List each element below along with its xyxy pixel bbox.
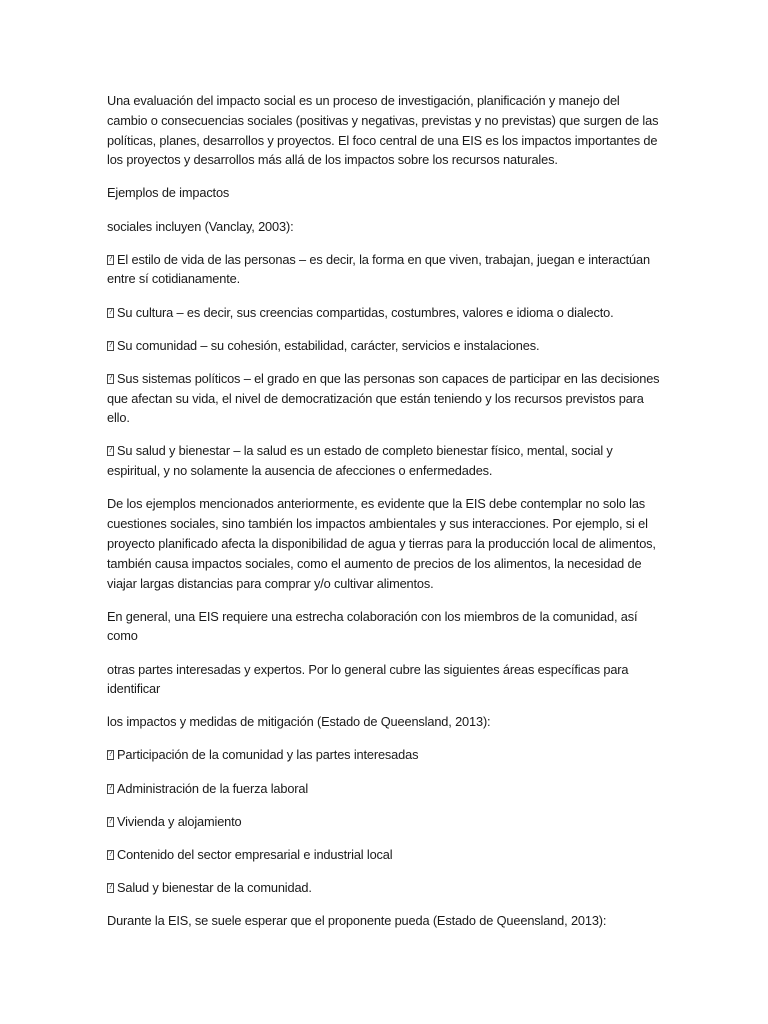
paragraph-text: En general, una EIS requiere una estrecha colaboración con los miembros de la comunidad, así como (107, 608, 638, 644)
missing-glyph-bullet-icon (107, 341, 114, 351)
paragraph-text: sociales incluyen (Vanclay, 2003): (107, 218, 294, 234)
bullet-item (107, 812, 663, 832)
bullet-text: Contenido del sector empresarial e industrial local (117, 846, 393, 862)
missing-glyph-bullet-icon (107, 883, 114, 893)
paragraph (107, 217, 663, 237)
bullet-item (107, 250, 663, 290)
bullet-text: Su salud y bienestar – la salud es un estado de completo bienestar físico, mental, social y espiritual, y no solamente la ausencia de afecciones o enfermedades. (107, 443, 613, 479)
paragraph (107, 712, 663, 732)
paragraph (107, 607, 663, 647)
missing-glyph-bullet-icon (107, 750, 114, 760)
paragraph (107, 911, 663, 931)
paragraph-text: los impactos y medidas de mitigación (Estado de Queensland, 2013): (107, 714, 491, 730)
missing-glyph-bullet-icon (107, 308, 114, 318)
missing-glyph-bullet-icon (107, 446, 114, 456)
missing-glyph-bullet-icon (107, 255, 114, 265)
bullet-item (107, 336, 663, 356)
missing-glyph-bullet-icon (107, 817, 114, 827)
bullet-item (107, 303, 663, 323)
missing-glyph-bullet-icon (107, 850, 114, 860)
bullet-text: Participación de la comunidad y las partes interesadas (117, 747, 419, 763)
paragraph-text: Una evaluación del impacto social es un proceso de investigación, planificación y manejo del cambio o consecuencias sociales (positivas y negativas, previstas y no previstas) que surgen de las políticas, planes, desarrollos y proyectos. El foco central de una EIS es los impactos importantes de los proyectos y desarrollos más allá de los impactos sobre los recursos naturales. (107, 93, 659, 168)
missing-glyph-bullet-icon (107, 374, 114, 384)
paragraph (107, 183, 663, 203)
paragraph-text: Durante la EIS, se suele esperar que el proponente pueda (Estado de Queensland, 2013): (107, 912, 607, 928)
bullet-text: Administración de la fuerza laboral (117, 780, 309, 796)
paragraph (107, 91, 663, 170)
bullet-text: El estilo de vida de las personas – es decir, la forma en que viven, trabajan, juegan e interactúan entre sí cotidianamente. (107, 251, 650, 287)
missing-glyph-bullet-icon (107, 784, 114, 794)
paragraph-text: otras partes interesadas y expertos. Por lo general cubre las siguientes áreas específicas para identificar (107, 661, 629, 697)
bullet-text: Su comunidad – su cohesión, estabilidad, carácter, servicios e instalaciones. (117, 337, 540, 353)
bullet-item (107, 441, 663, 481)
bullet-item (107, 845, 663, 865)
bullet-text: Sus sistemas políticos – el grado en que las personas son capaces de participar en las decisiones que afectan su vida, el nivel de democratización que están teniendo y los recursos previstos para ello. (107, 370, 660, 426)
document-body (107, 91, 663, 944)
bullet-text: Salud y bienestar de la comunidad. (117, 879, 312, 895)
paragraph-text: Ejemplos de impactos (107, 185, 230, 201)
bullet-text: Vivienda y alojamiento (117, 813, 242, 829)
paragraph (107, 494, 663, 593)
bullet-item (107, 779, 663, 799)
paragraph-text: De los ejemplos mencionados anteriormente, es evidente que la EIS debe contemplar no solo las cuestiones sociales, sino también los impactos ambientales y sus interacciones. Por ejemplo, si el proyecto planificado afecta la disponibilidad de agua y tierras para la producción local de alimentos, también causa impactos sociales, como el aumento de precios de los alimentos, la necesidad de viajar largas distancias para comprar y/o cultivar alimentos. (107, 496, 656, 591)
paragraph (107, 660, 663, 700)
bullet-item (107, 369, 663, 428)
bullet-item (107, 878, 663, 898)
bullet-text: Su cultura – es decir, sus creencias compartidas, costumbres, valores e idioma o dialecto. (117, 304, 614, 320)
bullet-item (107, 745, 663, 765)
